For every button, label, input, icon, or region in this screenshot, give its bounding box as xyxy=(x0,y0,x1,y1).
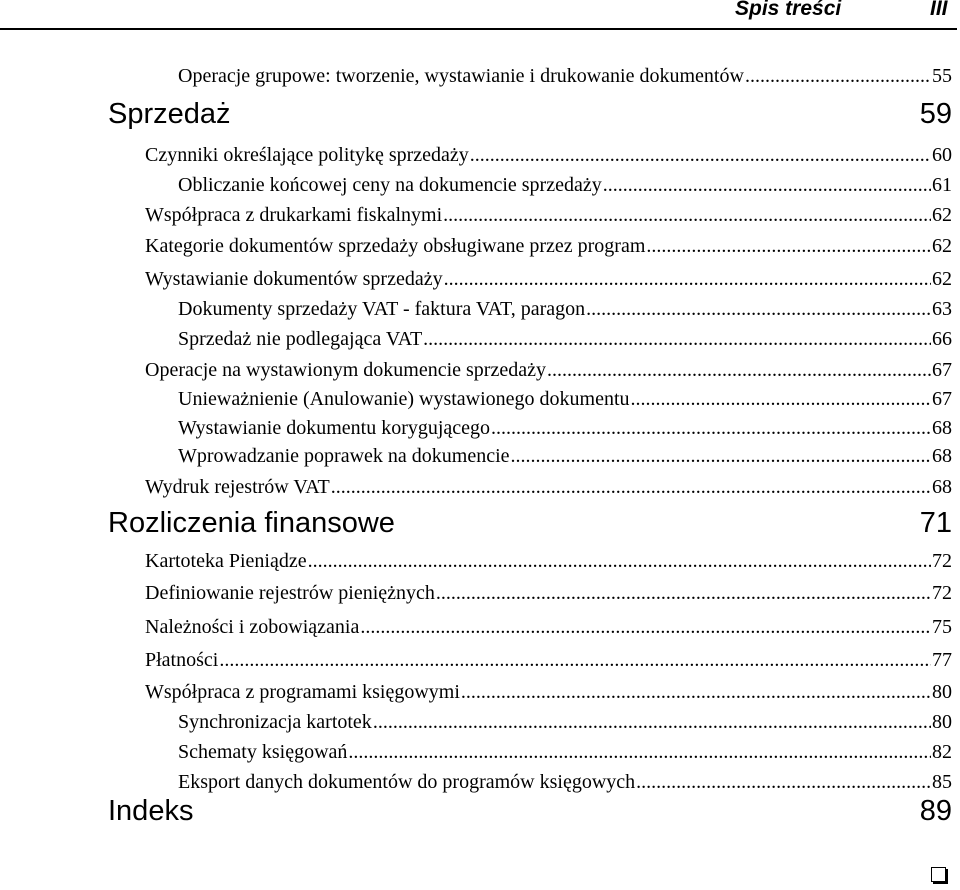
toc-dot-leader xyxy=(470,142,931,168)
toc-page-number: 67 xyxy=(932,388,952,410)
toc-section-title: Wystawianie dokumentu korygującego xyxy=(178,417,491,439)
toc-page-number: 68 xyxy=(932,476,952,498)
toc-dot-leader xyxy=(491,415,931,441)
toc-page-number: 61 xyxy=(932,174,952,196)
toc-page-number: 72 xyxy=(932,582,952,604)
toc-section-title: Współpraca z programami księgowymi xyxy=(145,681,460,703)
toc-chapter-row[interactable] xyxy=(108,96,952,132)
toc-section-row[interactable] xyxy=(145,357,952,383)
toc-section-title: Kategorie dokumentów sprzedaży obsługiwane przez program xyxy=(145,235,646,257)
toc-section-row[interactable] xyxy=(178,443,952,469)
toc-dot-leader xyxy=(308,548,931,574)
toc-dot-leader xyxy=(219,647,931,673)
toc-dot-leader xyxy=(745,63,931,89)
checkbox-square-icon xyxy=(931,867,946,882)
roman-page-number: III xyxy=(930,0,948,20)
page-header xyxy=(0,0,960,30)
toc-page-number: 66 xyxy=(932,328,952,350)
toc-section-title: Dokumenty sprzedaży VAT - faktura VAT, paragon xyxy=(178,298,586,320)
toc-page-number: 75 xyxy=(932,616,952,638)
toc-section-row[interactable] xyxy=(178,415,952,441)
toc-section-title: Operacje grupowe: tworzenie, wystawianie i drukowanie dokumentów xyxy=(178,65,744,87)
toc-dot-leader xyxy=(461,679,931,705)
toc-dot-leader xyxy=(646,233,931,259)
toc-page-number: 80 xyxy=(932,711,952,733)
toc-dot-leader xyxy=(636,769,931,795)
toc-page-number: 62 xyxy=(932,235,952,257)
toc-page-number: 59 xyxy=(919,98,952,130)
toc-page-number: 55 xyxy=(932,65,952,87)
toc-section-title: Płatności xyxy=(145,649,219,671)
toc-page-number: 62 xyxy=(932,268,952,290)
toc-section-row[interactable] xyxy=(178,63,952,89)
toc-section-row[interactable] xyxy=(145,580,952,606)
toc-section-title: Kartoteka Pieniądze xyxy=(145,550,307,572)
toc-section-row[interactable] xyxy=(145,142,952,168)
toc-section-row[interactable] xyxy=(145,647,952,673)
toc-page-number: 63 xyxy=(932,298,952,320)
toc-page-number: 85 xyxy=(932,771,952,793)
toc-page-number: 89 xyxy=(919,795,952,827)
toc-section-row[interactable] xyxy=(178,709,952,735)
toc-dot-leader xyxy=(348,739,931,765)
toc-section-row[interactable] xyxy=(178,296,952,322)
toc-section-title: Obliczanie końcowej ceny na dokumencie sprzedaży xyxy=(178,174,602,196)
header-rule xyxy=(0,28,957,30)
toc-dot-leader xyxy=(547,357,931,383)
toc-page-number: 68 xyxy=(932,445,952,467)
toc-page-number: 60 xyxy=(932,144,952,166)
toc-section-title: Eksport danych dokumentów do programów księgowych xyxy=(178,771,636,793)
toc-page-number: 72 xyxy=(932,550,952,572)
toc-dot-leader xyxy=(511,443,931,469)
toc-section-title: Czynniki określające politykę sprzedaży xyxy=(145,144,469,166)
toc-section-title: Współpraca z drukarkami fiskalnymi xyxy=(145,204,443,226)
toc-section-title: Unieważnienie (Anulowanie) wystawionego dokumentu xyxy=(178,388,630,410)
toc-page-number: 82 xyxy=(932,741,952,763)
toc-page-number: 67 xyxy=(932,359,952,381)
toc-section-row[interactable] xyxy=(178,326,952,352)
toc-dot-leader xyxy=(631,386,931,412)
toc-section-row[interactable] xyxy=(178,769,952,795)
toc-dot-leader xyxy=(360,614,931,640)
toc-section-row[interactable] xyxy=(145,548,952,574)
toc-chapter-title: Sprzedaż xyxy=(108,98,231,130)
toc-section-row[interactable] xyxy=(145,474,952,500)
toc-dot-leader xyxy=(603,172,931,198)
toc-section-row[interactable] xyxy=(145,233,952,259)
toc-section-row[interactable] xyxy=(178,172,952,198)
toc-dot-leader xyxy=(586,296,931,322)
toc-chapter-row[interactable] xyxy=(108,793,952,829)
toc-dot-leader xyxy=(423,326,931,352)
toc-dot-leader xyxy=(331,474,931,500)
toc-section-row[interactable] xyxy=(178,739,952,765)
toc-section-title: Definiowanie rejestrów pieniężnych xyxy=(145,582,435,604)
toc-chapter-title: Indeks xyxy=(108,795,194,827)
toc-dot-leader xyxy=(444,266,931,292)
toc-section-row[interactable] xyxy=(145,266,952,292)
toc-section-title: Synchronizacja kartotek xyxy=(178,711,372,733)
toc-section-title: Wydruk rejestrów VAT xyxy=(145,476,330,498)
toc-section-row[interactable] xyxy=(145,202,952,228)
toc-section-title: Wystawianie dokumentów sprzedaży xyxy=(145,268,443,290)
running-title: Spis treści xyxy=(735,0,842,20)
toc-section-row[interactable] xyxy=(178,386,952,412)
toc-page-number: 62 xyxy=(932,204,952,226)
toc-section-row[interactable] xyxy=(145,679,952,705)
toc-chapter-title: Rozliczenia finansowe xyxy=(108,507,395,539)
toc-dot-leader xyxy=(436,580,931,606)
toc-page-number: 77 xyxy=(932,649,952,671)
toc-section-row[interactable] xyxy=(145,614,952,640)
toc-dot-leader xyxy=(443,202,931,228)
toc-section-title: Schematy księgowań xyxy=(178,741,348,763)
toc-page-number: 71 xyxy=(919,507,952,539)
toc-section-title: Należności i zobowiązania xyxy=(145,616,360,638)
toc-section-title: Wprowadzanie poprawek na dokumencie xyxy=(178,445,510,467)
toc-page-number: 68 xyxy=(932,417,952,439)
toc-page-number: 80 xyxy=(932,681,952,703)
toc-section-title: Operacje na wystawionym dokumencie sprzedaży xyxy=(145,359,546,381)
toc-dot-leader xyxy=(373,709,931,735)
toc-chapter-row[interactable] xyxy=(108,505,952,541)
toc-section-title: Sprzedaż nie podlegająca VAT xyxy=(178,328,423,350)
